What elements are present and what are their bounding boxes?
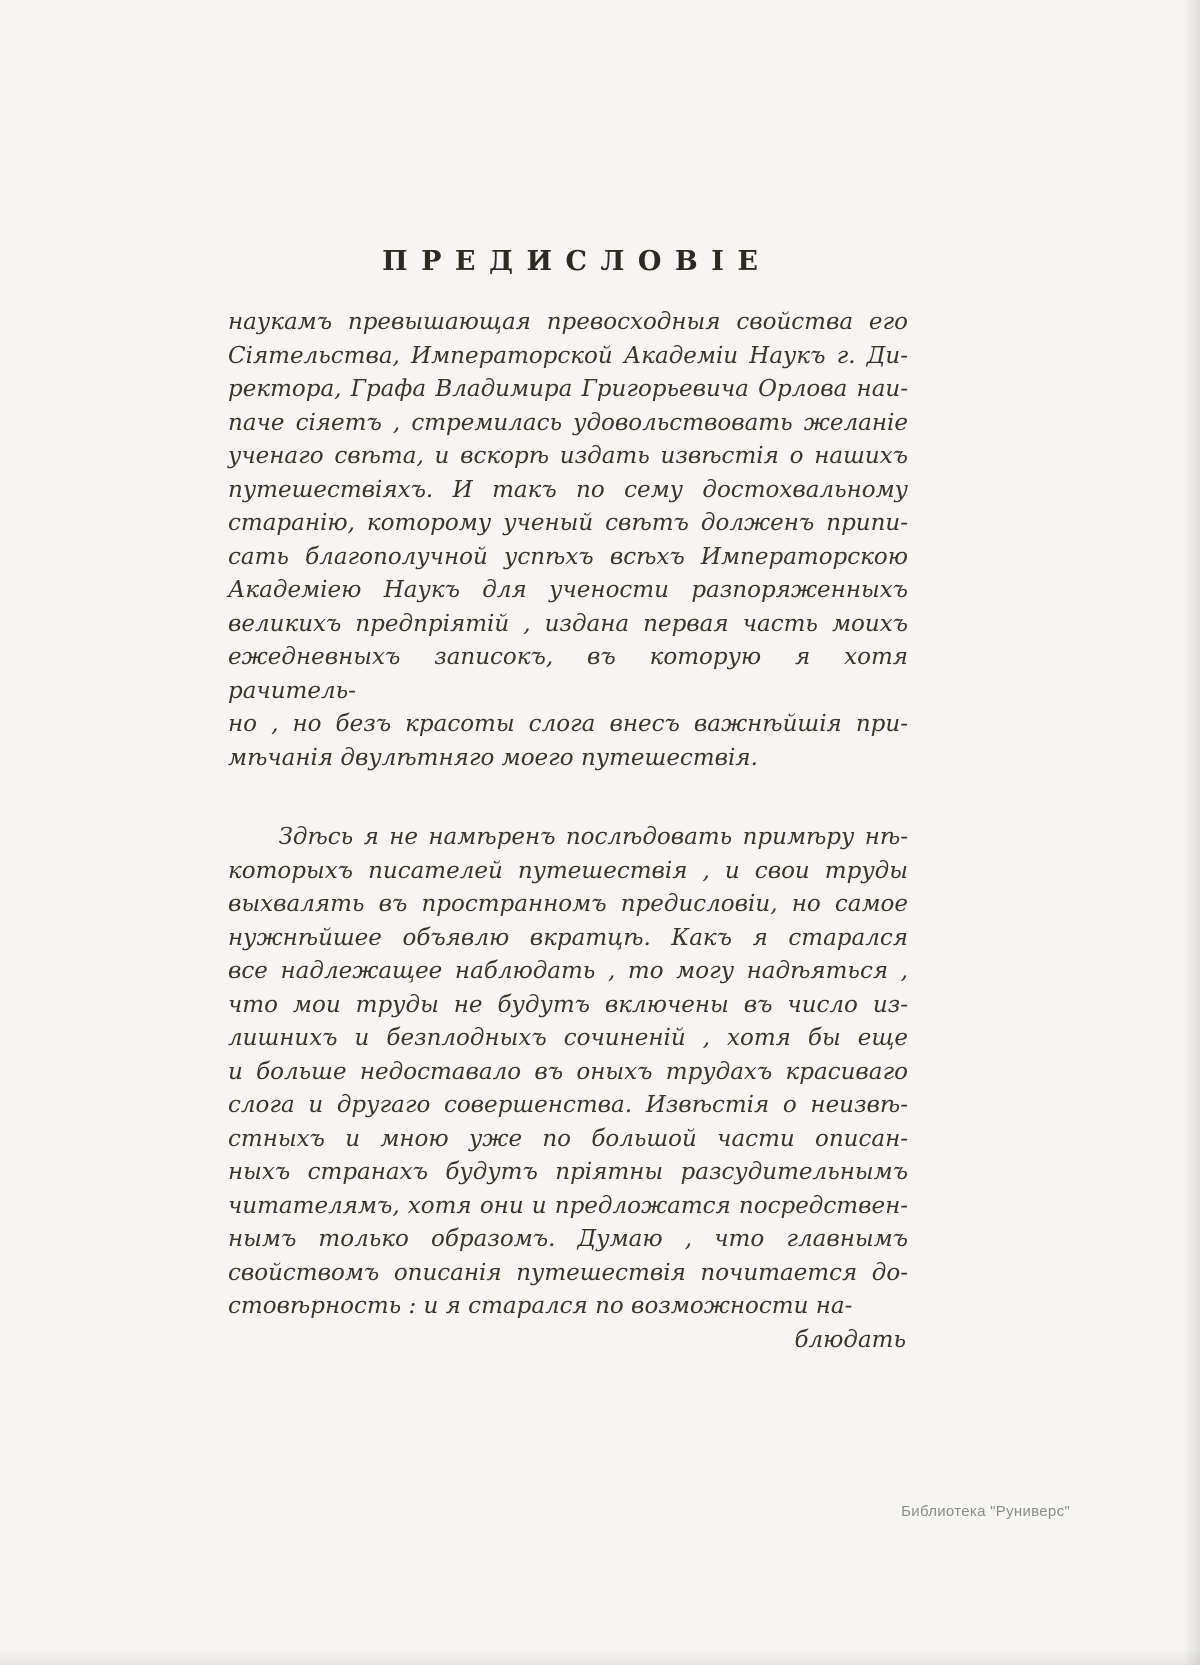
text-line: стныхъ и мною уже по большой части описан-: [228, 1125, 908, 1152]
catchword: блюдать: [794, 1326, 906, 1353]
text-line: слога и другаго совершенства. Извѣстія о неизвѣ-: [228, 1092, 908, 1118]
library-watermark: Библиотека "Руниверс": [901, 1503, 1070, 1520]
text-line: Здѣсь я не намѣренъ послѣдовать примѣру нѣ-: [278, 824, 908, 850]
text-block: [228, 306, 908, 1357]
text-line: Академіею Наукъ для учености разпоряженныхъ: [228, 577, 908, 603]
text-line: ежедневныхъ записокъ, въ которую я хотя рачитель-: [228, 644, 908, 704]
text-line: и больше недоставало въ оныхъ трудахъ красиваго: [228, 1058, 908, 1085]
text-line: которыхъ писателей путешествія , и свои труды: [228, 857, 908, 884]
text-line: паче сіяетъ , стремилась удовольствовать желаніе: [228, 409, 908, 436]
text-line: путешествіяхъ. И такъ по сему достохвальному: [228, 476, 908, 503]
text-line: ректора, Графа Владимира Григорьевича Орлова наи-: [228, 376, 908, 402]
text-line: но , но безъ красоты слога внесъ важнѣйшія при-: [228, 711, 908, 737]
text-line: все надлежащее наблюдать , то могу надѣяться ,: [228, 958, 908, 984]
text-line: мѣчанія двулѣтняго моего путешествія.: [228, 744, 758, 771]
text-line: ныхъ странахъ будутъ пріятны разсудительнымъ: [228, 1159, 908, 1185]
text-line: старанію, которому ученый свѣтъ долженъ припи-: [228, 510, 908, 536]
text-line: выхвалять въ пространномъ предисловіи, но самое: [228, 891, 908, 917]
text-line: что мои труды не будутъ включены въ число из-: [228, 991, 908, 1018]
text-line: Сіятельства, Императорской Академіи Наукъ г. Ди-: [228, 342, 908, 369]
text-line: сать благополучной успѣхъ всѣхъ Императорскою: [228, 543, 908, 570]
text-line: нужнѣйшее объявлю вкратцѣ. Какъ я старался: [228, 924, 908, 951]
text-line: свойствомъ описанія путешествія почитается до-: [228, 1259, 908, 1286]
paragraph-1: [228, 306, 908, 775]
text-line: ученаго свѣта, и вскорѣ издать извѣстія о нашихъ: [228, 443, 908, 469]
page-title: ПРЕДИСЛОВІЕ: [382, 246, 772, 277]
text-line: великихъ предпріятій , издана первая часть моихъ: [228, 610, 908, 637]
text-line: нымъ только образомъ. Думаю , что главнымъ: [228, 1226, 908, 1252]
text-line: стовѣрность : и я старался по возможности на-: [228, 1293, 853, 1319]
text-line: лишнихъ и безплодныхъ сочиненій , хотя бы еще: [228, 1025, 908, 1051]
text-line: наукамъ превышающая превосходныя свойства его: [228, 309, 908, 335]
text-line: читателямъ, хотя они и предложатся посредствен-: [228, 1192, 908, 1219]
paragraph-2: [228, 821, 908, 1324]
